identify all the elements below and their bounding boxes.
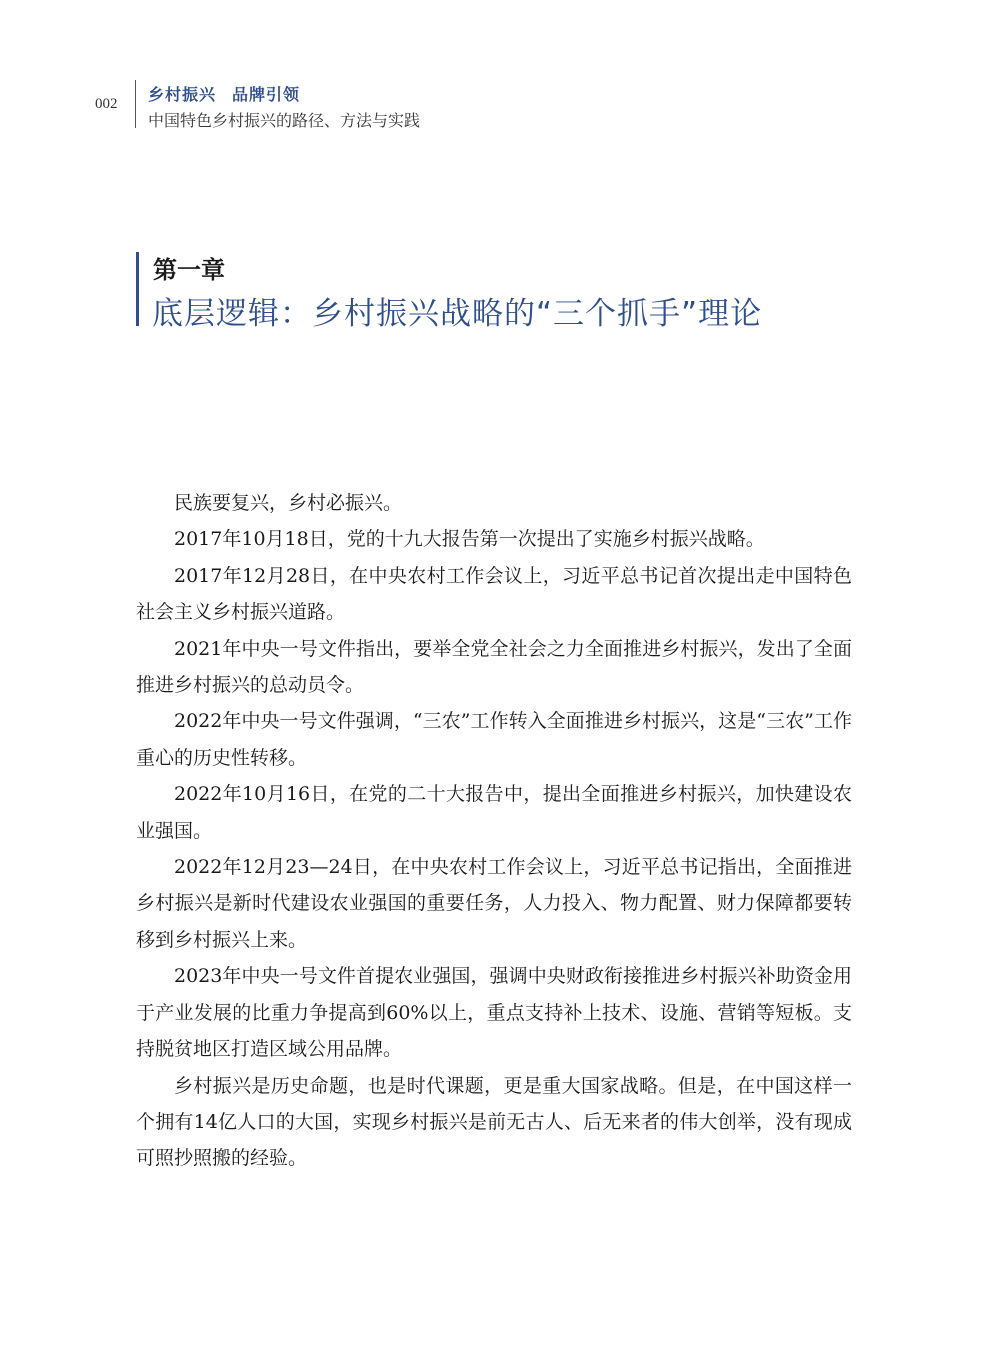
series-title xyxy=(148,82,300,105)
paragraph: 2022年中央一号文件强调，“三农”工作转入全面推进乡村振兴，这是“三农”工作重心的历史性转移。 xyxy=(136,710,852,769)
paragraph: 2023年中央一号文件首提农业强国，强调中央财政衔接推进乡村振兴补助资金用于产业发展的比重力争提高到60%以上，重点支持补上技术、设施、营销等短板。支持脱贫地区打造区域公用品牌。 xyxy=(136,965,852,1061)
running-header xyxy=(0,0,1003,140)
series-title-part1: 乡村振兴 xyxy=(148,85,217,104)
chapter-heading xyxy=(136,250,896,332)
chapter-label: 第一章 xyxy=(153,255,225,284)
paragraph: 2022年12月23—24日，在中央农村工作会议上，习近平总书记指出，全面推进乡村振兴是新时代建设农业强国的重要任务，人力投入、物力配置、财力保障都要转移到乡村振兴上来。 xyxy=(136,856,852,951)
paragraph: 2017年12月28日，在中央农村工作会议上，习近平总书记首次提出走中国特色社会主义乡村振兴道路。 xyxy=(136,564,852,624)
paragraph: 2017年10月18日，党的十九大报告第一次提出了实施乡村振兴战略。 xyxy=(174,528,765,551)
page-number: 002 xyxy=(95,96,118,112)
body-text xyxy=(136,485,852,1177)
paragraph: 民族要复兴，乡村必振兴。 xyxy=(174,492,403,514)
paragraph: 乡村振兴是历史命题，也是时代课题，更是重大国家战略。但是，在中国这样一个拥有14亿人口的大国，实现乡村振兴是前无古人、后无来者的伟大创举，没有现成可照抄照搬的经验。 xyxy=(136,1074,852,1170)
header-divider xyxy=(135,80,136,128)
book-subtitle: 中国特色乡村振兴的路径、方法与实践 xyxy=(148,111,421,130)
paragraph: 2022年10月16日，在党的二十大报告中，提出全面推进乡村振兴，加快建设农业强国。 xyxy=(136,783,852,842)
paragraph: 2021年中央一号文件指出，要举全党全社会之力全面推进乡村振兴，发出了全面推进乡村振兴的总动员令。 xyxy=(136,637,852,697)
series-title-part2: 品牌引领 xyxy=(232,85,301,104)
chapter-accent-bar xyxy=(136,252,139,326)
chapter-title: 底层逻辑：乡村振兴战略的“三个抓手”理论 xyxy=(152,296,763,332)
